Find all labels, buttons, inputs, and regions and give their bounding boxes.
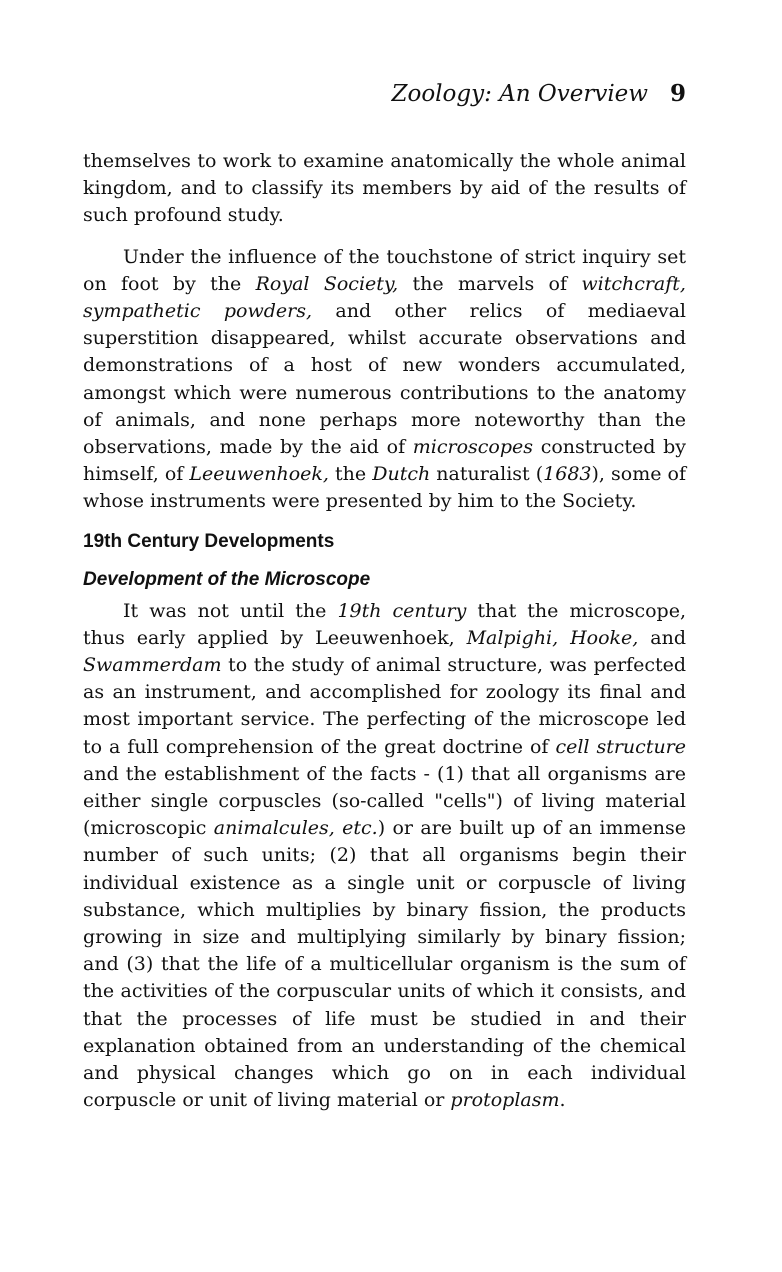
text-run: and other relics of mediaeval superstition disappeared, whilst accurate observations and demonstrations of a host of new wonders accumulated, amongst which were numerous contributions to the anatomy of animals, and none perhaps more noteworthy than the observations, made by the aid of bbox=[83, 300, 686, 459]
text-run: themselves to work to examine anatomically the whole animal kingdom, and to classify its members by aid of the results of such profound study. bbox=[83, 150, 686, 227]
subsection-heading: Development of the Microscope bbox=[83, 568, 371, 590]
italic-term: Swammerdam bbox=[83, 654, 222, 677]
italic-term: microscopes bbox=[412, 436, 534, 459]
italic-term: Leeuwenhoek, bbox=[189, 463, 329, 486]
text-run: the marvels of bbox=[398, 272, 582, 295]
italic-term: 19th century bbox=[337, 599, 467, 622]
text-run: constructed by himself, of bbox=[83, 436, 686, 486]
text-run: . bbox=[559, 1089, 566, 1112]
text-run: ), some of whose instruments were presented by him to the Society. bbox=[83, 463, 686, 513]
text-run: the bbox=[328, 463, 373, 486]
text-run: and the establishment of the facts - (1) that all organisms are either single corpuscles (so-called "cells") of living material (microscopic bbox=[83, 762, 686, 840]
text-run: to the study of animal structure, was perfected as an instrument, and accomplished for zoology its final and most important service. The perfecting of the microscope led to a full comprehension of the great doctrine of bbox=[83, 654, 686, 758]
paragraph-microscope bbox=[83, 598, 686, 1115]
italic-term: Malpighi, Hooke, bbox=[466, 626, 639, 649]
paragraph-continued bbox=[83, 148, 686, 230]
text-run: naturalist ( bbox=[430, 463, 544, 486]
paragraph-royal-society bbox=[83, 244, 686, 516]
body-text bbox=[83, 148, 686, 1115]
italic-term: Dutch bbox=[372, 463, 431, 486]
italic-term: protoplasm bbox=[450, 1089, 560, 1112]
text-run: and bbox=[638, 626, 686, 649]
italic-term: witchcraft, sympathetic powders, bbox=[83, 272, 686, 323]
italic-term: Royal Society, bbox=[255, 272, 399, 295]
text-run: that the microscope, thus early applied by Leeuwenhoek, bbox=[83, 599, 686, 649]
running-head-title: Zoology: An Overview bbox=[391, 81, 648, 107]
page-number: 9 bbox=[669, 80, 686, 107]
running-head bbox=[391, 80, 686, 107]
text-run: Under the influence of the touchstone of strict inquiry set on foot by the bbox=[83, 245, 686, 295]
italic-term: animalcules, etc. bbox=[213, 817, 378, 840]
text-run: It was not until the bbox=[123, 599, 338, 622]
text-run: ) or are built up of an immense number of such units; (2) that all organisms begin their individual existence as a single unit or corpuscle of living substance, which multiplies by binary fission, the products growing in size and multiplying similarly by binary fission; and (3) that the life of a multicellular organism is the sum of the activities of the corpuscular units of which it consists, and that the processes of life must be studied in and their explanation obtained from an understanding of the chemical and physical changes which go on in each individual corpuscle or unit of living material or bbox=[83, 817, 687, 1112]
italic-term: 1683 bbox=[543, 463, 592, 486]
section-heading: 19th Century Developments bbox=[83, 530, 335, 552]
italic-term: cell structure bbox=[555, 735, 687, 758]
